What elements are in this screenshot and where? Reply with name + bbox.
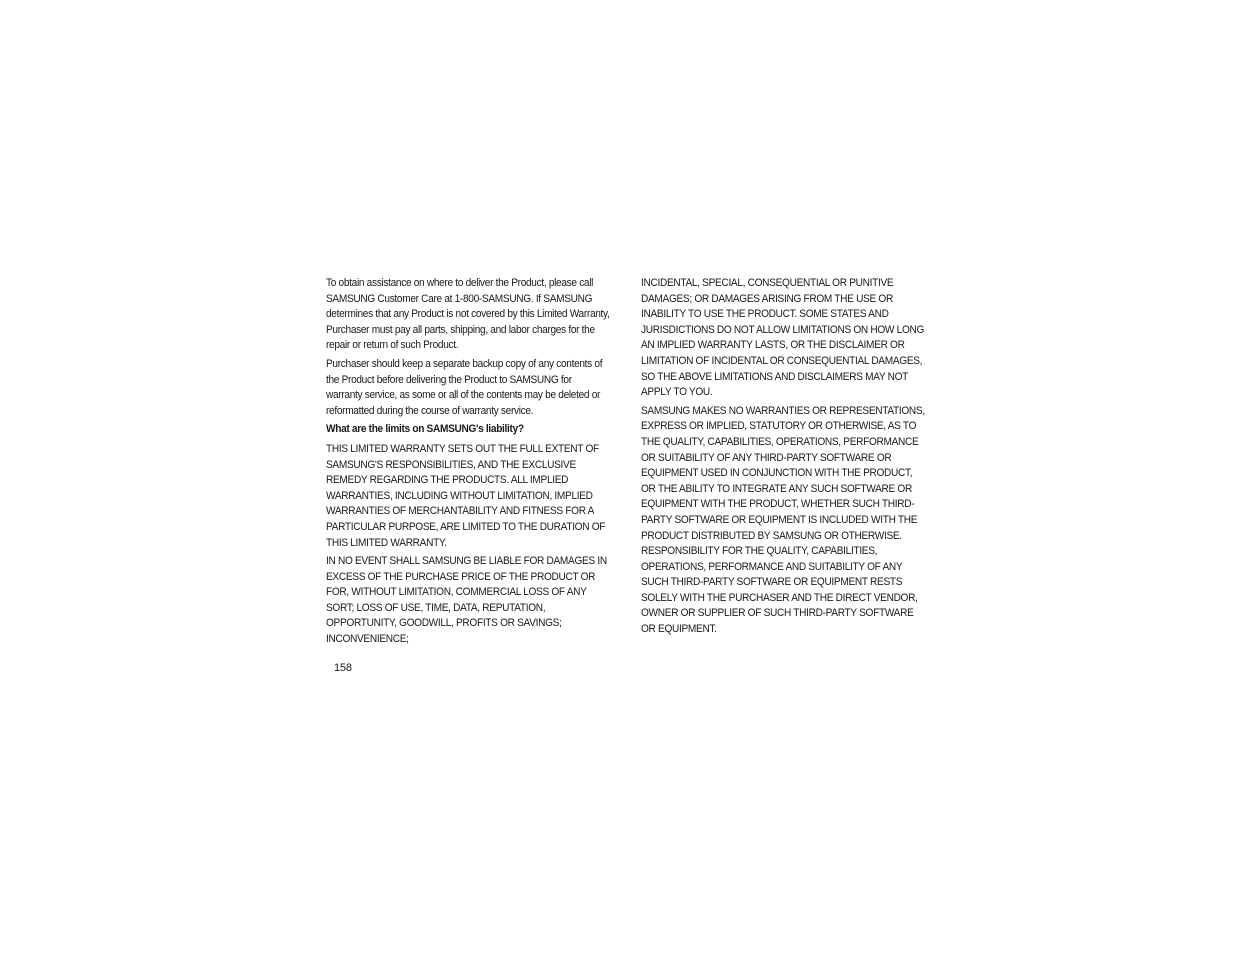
paragraph-no-event-liable: IN NO EVENT SHALL SAMSUNG BE LIABLE FOR DAMAGES IN EXCESS OF THE PURCHASE PRICE OF THE PRODUCT OR FOR, WITHOUT LIMITATION, COMMERCIAL LOSS OF ANY SORT; LOSS OF USE, TIME, DATA, REPUTATION, OPPORTUNITY, GOODWILL, PROFITS OR SAVINGS; INCONVENIENCE; (326, 555, 607, 646)
right-column (641, 276, 925, 641)
paragraph-third-party-software: SAMSUNG MAKES NO WARRANTIES OR REPRESENTATIONS, EXPRESS OR IMPLIED, STATUTORY OR OTHERWISE, AS TO THE QUALITY, CAPABILITIES, OPERATIONS, PERFORMANCE OR SUITABILITY OF ANY THIRD-PARTY SOFTWARE OR EQUIPMENT USED IN CONJUNCTION WITH THE PRODUCT, OR THE ABILITY TO INTEGRATE ANY SUCH SOFTWARE OR EQUIPMENT WITH THE PRODUCT, WHETHER SUCH THIRD-PARTY SOFTWARE OR EQUIPMENT IS INCLUDED WITH THE PRODUCT DISTRIBUTED BY SAMSUNG OR OTHERWISE. RESPONSIBILITY FOR THE QUALITY, CAPABILITIES, OPERATIONS, PERFORMANCE AND SUITABILITY OF ANY SUCH THIRD-PARTY SOFTWARE OR EQUIPMENT RESTS SOLELY WITH THE PURCHASER AND THE DIRECT VENDOR, OWNER OR SUPPLIER OF SUCH THIRD-PARTY SOFTWARE OR EQUIPMENT. (641, 404, 925, 636)
paragraph-backup-copy: Purchaser should keep a separate backup copy of any contents of the Product before delivering the Product to SAMSUNG for warranty service, as some or all of the contents may be deleted or reformatted during the course of warranty service. (326, 357, 603, 417)
page-number: 158 (334, 662, 352, 674)
paragraph-incidental-damages: INCIDENTAL, SPECIAL, CONSEQUENTIAL OR PUNITIVE DAMAGES; OR DAMAGES ARISING FROM THE USE OR INABILITY TO USE THE PRODUCT. SOME STATES AND JURISDICTIONS DO NOT ALLOW LIMITATIONS ON HOW LONG AN IMPLIED WARRANTY LASTS, OR THE DISCLAIMER OR LIMITATION OF INCIDENTAL OR CONSEQUENTIAL DAMAGES, SO THE ABOVE LIMITATIONS AND DISCLAIMERS MAY NOT APPLY TO YOU. (641, 277, 925, 399)
left-column (326, 276, 610, 651)
paragraph-customer-care: To obtain assistance on where to deliver the Product, please call SAMSUNG Customer Care at 1-800-SAMSUNG. If SAMSUNG determines that any Product is not covered by this Limited Warranty, Purchaser must pay all parts, shipping, and labor charges for the repair or return of such Product. (326, 277, 610, 352)
paragraph-limited-warranty: THIS LIMITED WARRANTY SETS OUT THE FULL EXTENT OF SAMSUNG'S RESPONSIBILITIES, AND THE EXCLUSIVE REMEDY REGARDING THE PRODUCTS. ALL IMPLIED WARRANTIES, INCLUDING WITHOUT LIMITATION, IMPLIED WARRANTIES OF MERCHANTABILITY AND FITNESS FOR A PARTICULAR PURPOSE, ARE LIMITED TO THE DURATION OF THIS LIMITED WARRANTY. (326, 442, 606, 549)
section-heading-liability: What are the limits on SAMSUNG's liability? (326, 423, 524, 436)
